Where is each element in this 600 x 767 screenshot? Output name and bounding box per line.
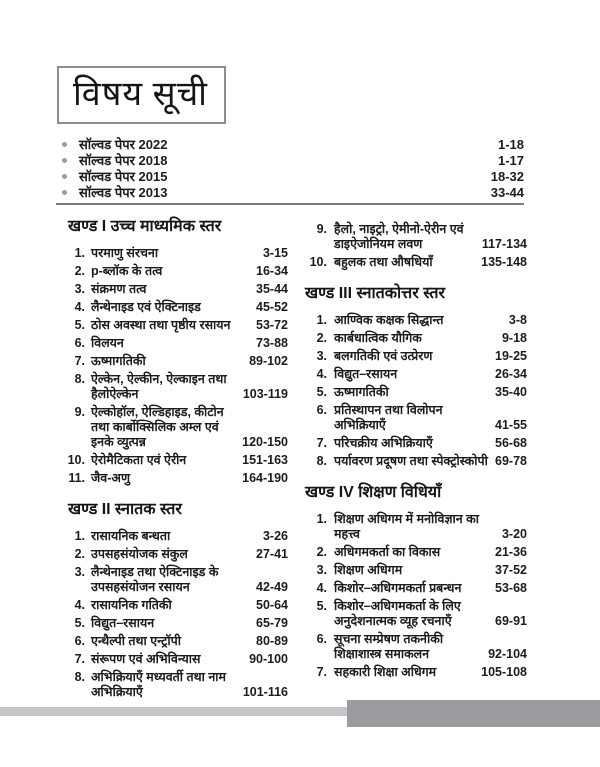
section-heading: खण्ड I उच्च माध्यमिक स्तर: [68, 218, 222, 235]
item-title: बहुलक तथा औषधियाँ: [334, 255, 433, 269]
toc-item: [305, 581, 527, 596]
toc-item: [305, 545, 527, 560]
item-title: ठोस अवस्था तथा पृष्ठीय रसायन: [91, 318, 231, 332]
item-title: विद्युत–रसायन: [91, 616, 155, 630]
item-pages: 65-79: [256, 616, 288, 630]
item-number: 7.: [74, 652, 85, 666]
item-number: 3.: [74, 282, 85, 296]
toc-column-left: [55, 217, 288, 703]
item-title: पर्यावरण प्रदूषण तथा स्पेक्ट्रोस्कोपी: [334, 454, 488, 468]
item-pages: 164-190: [242, 471, 288, 485]
item-pages: 92-104: [488, 647, 527, 661]
solved-papers-list: [56, 138, 524, 199]
toc-item: [55, 300, 288, 315]
toc-item: [55, 652, 288, 667]
toc-item: [55, 282, 288, 297]
section-heading: खण्ड II स्नातक स्तर: [68, 501, 182, 518]
item-title: अभिक्रियाएँ मध्यवर्ती तथा नाम अभिक्रियाएँ: [91, 670, 226, 699]
item-number: 7.: [74, 354, 85, 368]
item-pages: 69-91: [495, 614, 527, 628]
item-pages: 56-68: [495, 436, 527, 450]
toc-item: [55, 529, 288, 544]
item-number: 10.: [309, 255, 327, 269]
item-title: विद्युत–रसायन: [334, 367, 398, 381]
item-pages: 3-20: [501, 527, 527, 541]
item-number: 8.: [74, 670, 85, 684]
item-title: बलगतिकी एवं उत्प्रेरण: [334, 349, 433, 363]
toc-item: [55, 336, 288, 351]
item-title: संरूपण एवं अभिविन्यास: [91, 652, 201, 666]
item-title: ऐरोमैटिकता एवं ऐरीन: [91, 453, 187, 467]
toc-item: [305, 222, 527, 252]
item-pages: 53-68: [495, 581, 527, 595]
toc-item: [305, 454, 527, 469]
item-number: 1.: [74, 246, 85, 260]
item-number: 3.: [316, 349, 327, 363]
item-title: लैन्थेनाइड एवं ऐक्टिनाइड: [91, 300, 201, 314]
item-title: आण्विक कक्षक सिद्धान्त: [334, 313, 444, 327]
item-pages: 3-15: [262, 246, 288, 260]
footer-thin-bar: [0, 707, 348, 716]
solved-paper-pages: 33-44: [490, 185, 524, 200]
item-title: कार्बधात्विक यौगिक: [334, 331, 422, 345]
item-title: अधिगमकर्ता का विकास: [334, 545, 441, 559]
item-pages: 26-34: [495, 367, 527, 381]
item-pages: 69-78: [495, 454, 527, 468]
page-title: विषय सूची: [73, 76, 208, 113]
item-number: 1.: [316, 512, 327, 526]
toc-item: [305, 512, 527, 542]
item-title: शिक्षण अधिगम में मनोविज्ञान का महत्त्व: [334, 512, 479, 541]
solved-paper-row: [56, 170, 524, 183]
toc-item: [305, 349, 527, 364]
title-box: [57, 66, 226, 124]
bullet-icon: [62, 174, 67, 179]
solved-paper-row: [56, 138, 524, 151]
solved-paper-row: [56, 154, 524, 167]
item-number: 3.: [74, 565, 85, 579]
toc-item: [55, 616, 288, 631]
item-number: 5.: [316, 385, 327, 399]
item-title: रासायनिक गतिकी: [91, 598, 172, 612]
toc-item: [55, 453, 288, 468]
solved-paper-pages: 18-32: [490, 169, 524, 184]
item-number: 2.: [74, 264, 85, 278]
item-title: ऐल्केन, ऐल्कीन, ऐल्काइन तथा हैलोऐल्केन: [91, 372, 227, 401]
solved-paper-label: सॉल्वड पेपर 2015: [79, 169, 168, 184]
toc-item: [305, 331, 527, 346]
item-pages: 117-134: [481, 237, 527, 251]
toc-item: [55, 264, 288, 279]
item-number: 2.: [316, 331, 327, 345]
toc-item: [55, 565, 288, 595]
item-pages: 27-41: [256, 547, 288, 561]
item-number: 1.: [316, 313, 327, 327]
item-number: 7.: [316, 665, 327, 679]
toc-item: [305, 403, 527, 433]
toc-item: [55, 634, 288, 649]
item-title: सूचना सम्प्रेषण तकनीकी शिक्षाशास्त्र समाकलन: [334, 632, 444, 661]
item-pages: 89-102: [249, 354, 288, 368]
item-number: 4.: [316, 581, 327, 595]
item-title: एन्थैल्पी तथा एन्ट्रॉपी: [91, 634, 181, 648]
footer-thick-bar: [347, 700, 600, 727]
item-number: 9.: [316, 222, 327, 236]
solved-papers-section: [56, 138, 524, 205]
bullet-icon: [62, 142, 67, 147]
toc-item: [305, 436, 527, 451]
item-pages: 103-119: [242, 387, 288, 401]
toc-item: [55, 670, 288, 700]
item-pages: 80-89: [256, 634, 288, 648]
item-pages: 35-44: [256, 282, 288, 296]
item-pages: 53-72: [256, 318, 288, 332]
toc-item: [305, 665, 527, 680]
solved-paper-label: सॉल्वड पेपर 2018: [79, 153, 168, 168]
item-number: 11.: [68, 471, 85, 485]
item-pages: 101-116: [242, 685, 288, 699]
item-number: 8.: [316, 454, 327, 468]
item-number: 5.: [74, 318, 85, 332]
item-title: प्रतिस्थापन तथा विलोपन अभिक्रियाएँ: [334, 403, 443, 432]
item-pages: 151-163: [242, 453, 288, 467]
item-pages: 21-36: [495, 545, 527, 559]
solved-paper-label: सॉल्वड पेपर 2022: [79, 137, 168, 152]
item-title: ऊष्मागतिकी: [334, 385, 389, 399]
item-title: p-ब्लॉक के तत्व: [91, 264, 163, 278]
item-pages: 3-8: [508, 313, 527, 327]
item-pages: 37-52: [495, 563, 527, 577]
item-pages: 19-25: [495, 349, 527, 363]
toc-item: [305, 632, 527, 662]
toc-item: [305, 313, 527, 328]
item-title: हैलो, नाइट्रो, ऐमीनो-ऐरीन एवं डाइऐजोनियम लवण: [334, 222, 464, 251]
item-title: शिक्षण अधिगम: [334, 563, 403, 577]
item-pages: 73-88: [256, 336, 288, 350]
toc-item: [55, 372, 288, 402]
item-number: 9.: [74, 405, 85, 419]
item-pages: 135-148: [481, 255, 527, 269]
item-title: उपसहसंयोजक संकुल: [91, 547, 188, 561]
item-pages: 50-64: [256, 598, 288, 612]
item-number: 5.: [316, 599, 327, 613]
toc-item: [305, 563, 527, 578]
toc-item: [55, 471, 288, 486]
toc-item: [55, 405, 288, 450]
toc-item: [55, 246, 288, 261]
item-pages: 105-108: [481, 665, 527, 679]
item-pages: 90-100: [249, 652, 288, 666]
item-pages: 35-40: [495, 385, 527, 399]
toc-column-right: [305, 217, 527, 703]
item-title: रासायनिक बन्धता: [91, 529, 171, 543]
toc-item: [55, 354, 288, 369]
toc-item: [55, 318, 288, 333]
item-number: 1.: [74, 529, 85, 543]
item-number: 6.: [74, 634, 85, 648]
item-title: विलयन: [91, 336, 124, 350]
toc-item: [55, 598, 288, 613]
item-title: किशोर–अधिगमकर्ता के लिए अनुदेशनात्मक व्यूह रचनाएँ: [334, 599, 461, 628]
item-pages: 3-26: [262, 529, 288, 543]
toc-item: [305, 367, 527, 382]
item-pages: 45-52: [256, 300, 288, 314]
item-number: 6.: [316, 403, 327, 417]
item-pages: 120-150: [242, 435, 288, 449]
item-number: 8.: [74, 372, 85, 386]
solved-paper-pages: 1-17: [497, 153, 524, 168]
toc-item: [305, 599, 527, 629]
item-pages: 41-55: [495, 418, 527, 432]
item-title: सहकारी शिक्षा अधिगम: [334, 665, 437, 679]
solved-paper-label: सॉल्वड पेपर 2013: [79, 185, 168, 200]
item-number: 3.: [316, 563, 327, 577]
item-number: 5.: [74, 616, 85, 630]
toc-item: [305, 255, 527, 270]
toc-columns: [55, 217, 527, 703]
item-number: 7.: [316, 436, 327, 450]
item-number: 6.: [74, 336, 85, 350]
item-number: 2.: [74, 547, 85, 561]
section-heading: खण्ड III स्नातकोत्तर स्तर: [305, 285, 446, 302]
toc-item: [305, 385, 527, 400]
item-number: 4.: [316, 367, 327, 381]
divider-line: [56, 203, 524, 205]
section-heading: खण्ड IV शिक्षण विधियाँ: [305, 484, 442, 501]
bullet-icon: [62, 190, 67, 195]
item-number: 4.: [74, 300, 85, 314]
item-number: 2.: [316, 545, 327, 559]
item-title: परिचक्रीय अभिक्रियाएँ: [334, 436, 433, 450]
item-pages: 16-34: [256, 264, 288, 278]
item-title: परमाणु संरचना: [91, 246, 159, 260]
item-title: किशोर–अधिगमकर्ता प्रबन्धन: [334, 581, 462, 595]
item-number: 10.: [67, 453, 85, 467]
solved-paper-row: [56, 186, 524, 199]
item-title: ऊष्मागतिकी: [91, 354, 146, 368]
toc-item: [55, 547, 288, 562]
item-title: संक्रमण तत्व: [91, 282, 147, 296]
item-number: 4.: [74, 598, 85, 612]
bullet-icon: [62, 158, 67, 163]
item-pages: 42-49: [256, 580, 288, 594]
item-number: 6.: [316, 632, 327, 646]
item-title: लैन्थेनाइड तथा ऐक्टिनाइड के उपसहसंयोजन रसायन: [91, 565, 219, 594]
solved-paper-pages: 1-18: [497, 137, 524, 152]
item-title: जैव-अणु: [91, 471, 130, 485]
item-title: ऐल्कोहॉल, ऐल्डिहाइड, कीटोन तथा कार्बोक्सिलिक अम्ल एवं इनके व्युत्पन्न: [91, 405, 224, 449]
item-pages: 9-18: [501, 331, 527, 345]
